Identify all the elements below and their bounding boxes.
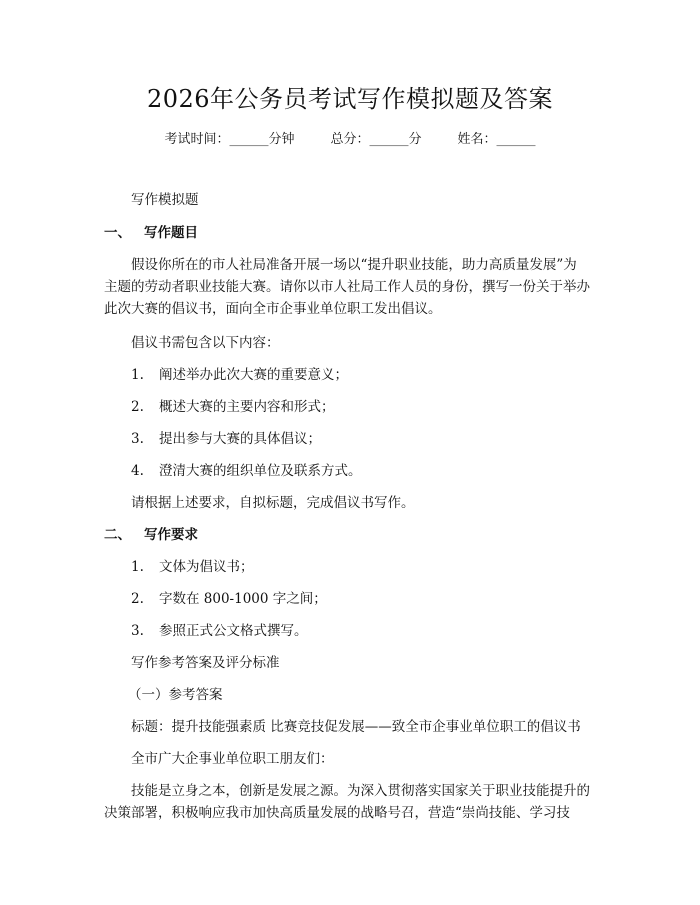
name-blank: ______	[496, 132, 536, 147]
section-one-heading	[104, 222, 198, 244]
reference-answer-subheading: （一）参考答案	[128, 687, 223, 703]
requirement-item: 4. 澄清大赛的组织单位及联系方式。	[131, 463, 362, 479]
prompt-paragraph-line-2: 主题的劳动者职业技能大赛。请你以市人社局工作人员的身份，撰写一份关于举办	[104, 279, 590, 295]
exam-meta-line	[0, 130, 700, 150]
exam-time-label: 考试时间：	[164, 132, 230, 147]
answer-title-line: 标题：提升技能强素质 比赛竞技促发展——致全市企事业单位职工的倡议书	[131, 719, 581, 735]
body-paragraph-line-1: 技能是立身之本，创新是发展之源。为深入贯彻落实国家关于职业技能提升的	[131, 783, 590, 799]
exam-time-unit: 分钟	[268, 132, 295, 147]
salutation-line: 全市广大企事业单位职工朋友们：	[131, 751, 334, 767]
proposal-contents-intro: 倡议书需包含以下内容：	[131, 335, 280, 351]
writing-requirement-item: 2. 字数在 800-1000 字之间；	[131, 591, 327, 607]
total-score-label: 总分：	[330, 132, 370, 147]
body-paragraph-line-2: 决策部署，积极响应我市加快高质量发展的战略号召，营造“崇尚技能、学习技	[104, 805, 570, 821]
requirement-item: 1. 阐述举办此次大赛的重要意义；	[131, 367, 348, 383]
document-title: 2026年公务员考试写作模拟题及答案	[146, 85, 554, 113]
writing-requirement-item: 3. 参照正式公文格式撰写。	[131, 623, 308, 639]
answer-section-heading: 写作参考答案及评分标准	[131, 655, 280, 671]
writing-requirement-item: 1. 文体为倡议书；	[131, 559, 254, 575]
requirement-item: 3. 提出参与大赛的具体倡议；	[131, 431, 321, 447]
total-score-unit: 分	[408, 132, 422, 147]
section-one-number: 一、	[104, 225, 131, 241]
instruction-paragraph: 请根据上述要求，自拟标题，完成倡议书写作。	[131, 495, 415, 511]
prompt-paragraph-line-1: 假设你所在的市人社局准备开展一场以“提升职业技能，助力高质量发展”为	[131, 257, 577, 273]
prompt-paragraph-line-3: 此次大赛的倡议书，面向全市企事业单位职工发出倡议。	[104, 301, 442, 317]
name-label: 姓名：	[457, 132, 497, 147]
section-one-title: 写作题目	[144, 225, 198, 241]
exam-time-blank: ______	[229, 132, 269, 147]
total-score-blank: ______	[369, 132, 409, 147]
mock-question-heading: 写作模拟题	[131, 192, 199, 208]
section-two-title: 写作要求	[144, 527, 198, 543]
section-two-number: 二、	[104, 527, 131, 543]
requirement-item: 2. 概述大赛的主要内容和形式；	[131, 399, 335, 415]
section-two-heading	[104, 524, 198, 546]
